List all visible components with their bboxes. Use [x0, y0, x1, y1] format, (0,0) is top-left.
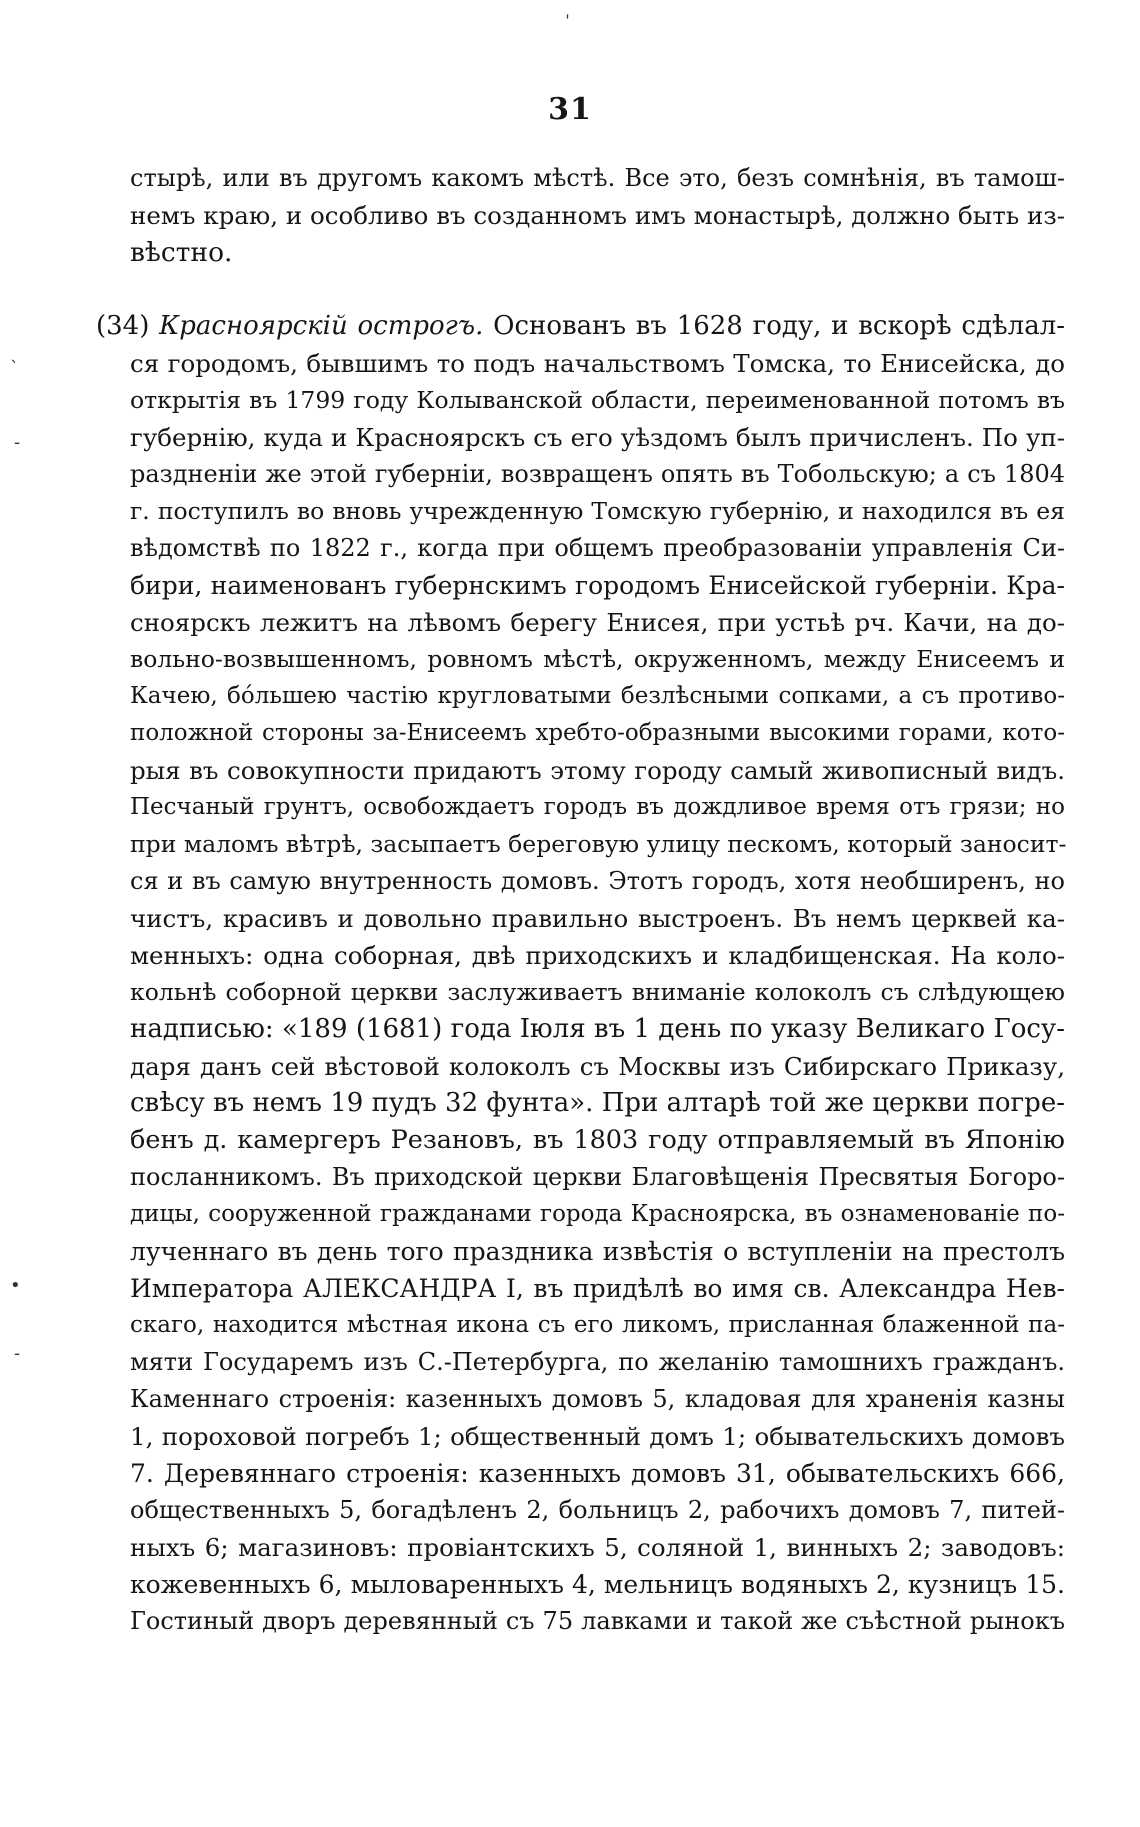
text-line: Каменнаго строенія: казенныхъ домовъ 5, кладовая для храненія казны	[130, 1385, 1065, 1413]
text-line: ныхъ 6; магазиновъ: провіантскихъ 5, соляной 1, винныхъ 2; заводовъ:	[130, 1533, 1065, 1562]
text-line: 1, пороховой погребъ 1; общественный домъ 1; обывательскихъ домовъ	[130, 1422, 1065, 1451]
footnote-title: Красноярскій острогъ.	[159, 311, 484, 341]
text-line: Императора АЛЕКСАНДРА I, въ придѣлѣ во имя св. Александра Нев-	[130, 1274, 1065, 1303]
text-line: положной стороны за-Енисеемъ хребто-образными высокими горами, кото-	[130, 720, 1065, 746]
footnote-34	[96, 308, 1067, 1640]
text-line: ся и въ самую внутренность домовъ. Этотъ городъ, хотя необширенъ, но	[130, 867, 1065, 895]
text-line: Песчаный грунтъ, освобождаетъ городъ въ дождливое время отъ грязи; но	[130, 794, 1065, 820]
text-line: вольно-возвышенномъ, ровномъ мѣстѣ, окруженномъ, между Енисеемъ и	[130, 645, 1065, 673]
text-line: надписью: «189 (1681) года Іюля въ 1 день по указу Великаго Госу-	[130, 1014, 1065, 1044]
text-line: скаго, находится мѣстная икона съ его ликомъ, присланная блаженной па-	[130, 1312, 1065, 1338]
text-line: вѣдомствѣ по 1822 г., когда при общемъ преобразованіи управленія Си-	[130, 534, 1065, 562]
text-line: 7. Деревяннаго строенія: казенныхъ домовъ 31, обывательскихъ 666,	[130, 1459, 1065, 1488]
text-line: мяти Государемъ изъ С.-Петербурга, по желанію тамошнихъ гражданъ.	[130, 1348, 1065, 1376]
text-line: немъ краю, и особливо въ созданномъ имъ монастырѣ, должно быть из-	[130, 201, 1065, 230]
footnote-number: (34)	[96, 311, 150, 341]
text-line: Качею, бо́льшею частію кругловатыми безлѣсными сопками, а съ противо-	[130, 683, 1065, 709]
text-line: рыя въ совокупности придаютъ этому городу самый живописный видъ.	[130, 756, 1065, 785]
margin-tick-mark: ˋ	[10, 358, 19, 379]
text-line: посланникомъ. Въ приходской церкви Благовѣщенія Пресвятыя Богоро-	[130, 1163, 1065, 1191]
margin-tick-mark: ˈ	[565, 12, 570, 33]
page-number: 31	[548, 92, 592, 127]
text-line: кожевенныхъ 6, мыловаренныхъ 4, мельницъ водяныхъ 2, кузницъ 15.	[130, 1570, 1065, 1599]
text-line: менныхъ: одна соборная, двѣ приходскихъ и кладбищенская. На коло-	[130, 941, 1065, 970]
margin-tick-mark: -	[14, 432, 21, 453]
text-line: бири, наименованъ губернскимъ городомъ Енисейской губерніи. Кра-	[130, 571, 1065, 600]
text-line: даря данъ сей вѣстовой колоколъ съ Москвы изъ Сибирскаго Приказу,	[130, 1052, 1065, 1081]
text-line: вѣстно.	[130, 237, 233, 268]
text-line: чистъ, красивъ и довольно правильно выстроенъ. Въ немъ церквей ка-	[130, 904, 1065, 933]
text-line: стырѣ, или въ другомъ какомъ мѣстѣ. Все это, безъ сомнѣнія, въ тамош-	[130, 164, 1065, 192]
margin-dot-mark: •	[10, 1275, 21, 1296]
footnote-first-line	[96, 308, 1065, 345]
text-line: свѣсу въ немъ 19 пудъ 32 фунта». При алтарѣ той же церкви погре-	[130, 1088, 1065, 1118]
paragraph-continuation	[130, 160, 1065, 271]
text-line: г. поступилъ во вновь учрежденную Томскую губернію, и находился въ ея	[130, 497, 1065, 525]
text-line: при маломъ вѣтрѣ, засыпаетъ береговую улицу пескомъ, который заносит-	[130, 830, 1067, 858]
text-line: Гостиный дворъ деревянный съ 75 лавками и такой же съѣстной рынокъ	[130, 1607, 1065, 1635]
text-line: раздненіи же этой губерніи, возвращенъ опять въ Тобольскую; а съ 1804	[130, 460, 1065, 488]
text-line: сноярскъ лежитъ на лѣвомъ берегу Енисея, при устьѣ рч. Качи, на до-	[130, 608, 1065, 637]
text-line: открытія въ 1799 году Колыванской области, переименованной потомъ въ	[130, 386, 1065, 414]
text-line: губернію, куда и Красноярскъ съ его уѣздомъ былъ причисленъ. По уп-	[130, 423, 1065, 452]
text-line: ся городомъ, бывшимъ то подъ начальствомъ Томска, то Енисейска, до	[130, 349, 1065, 378]
text-line: общественныхъ 5, богадѣленъ 2, больницъ 2, рабочихъ домовъ 7, питей-	[130, 1496, 1065, 1524]
text-line: бенъ д. камергеръ Резановъ, въ 1803 году отправляемый въ Японію	[130, 1125, 1065, 1155]
text-line: лученнаго въ день того праздника извѣстія о вступленіи на престолъ	[130, 1237, 1065, 1266]
margin-tick-mark: -	[14, 1343, 21, 1364]
footnote-first-line-text: Основанъ въ 1628 году, и вскорѣ сдѣлал-	[493, 311, 1065, 341]
text-line: кольнѣ соборной церкви заслуживаетъ вниманіе колоколъ съ слѣдующею	[130, 978, 1065, 1006]
text-line: дицы, сооруженной гражданами города Красноярска, въ ознаменованіе по-	[130, 1201, 1065, 1227]
